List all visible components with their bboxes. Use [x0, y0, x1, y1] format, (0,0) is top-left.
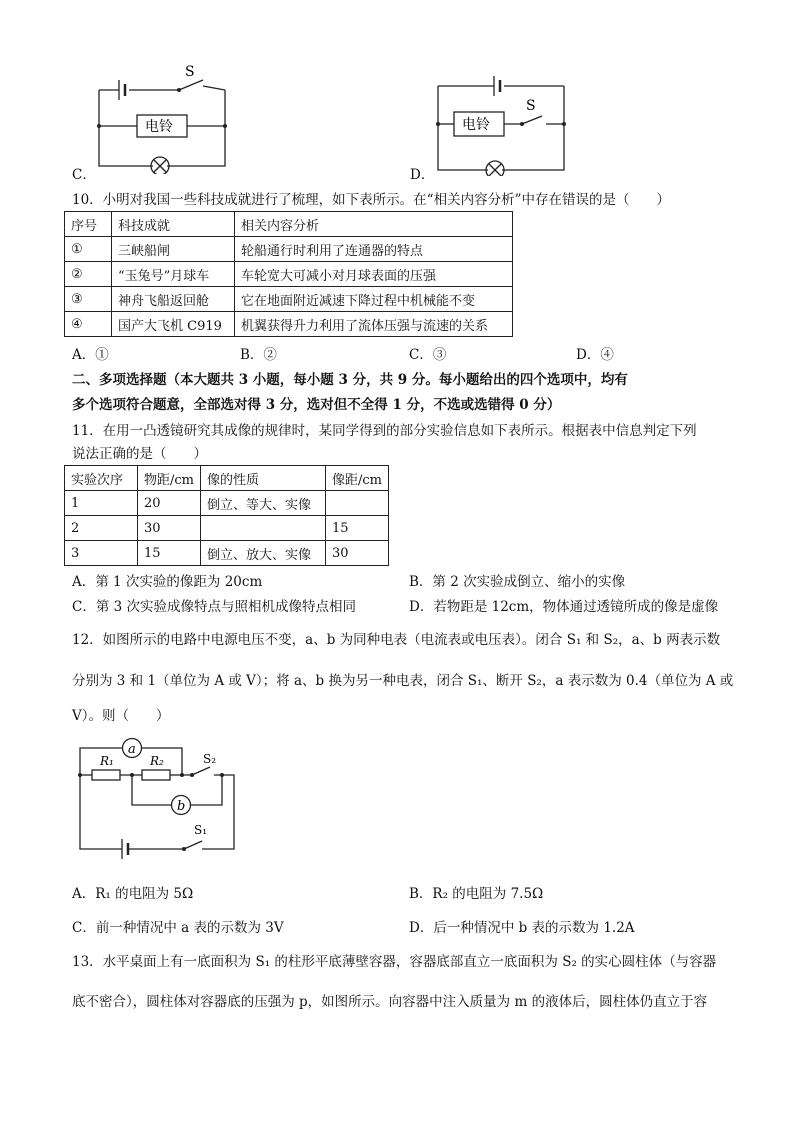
table-cell: 三峡船闸 [112, 237, 235, 262]
bell-label-c: 电铃 [145, 119, 173, 135]
q13-stem-line1: 13．水平桌面上有一底面积为 S₁ 的柱形平底薄壁容器，容器底部直立一底面积为 S₂ 的实心圆柱体（与容器 [72, 954, 717, 970]
table-cell: 倒立、等大、实像 [201, 491, 326, 516]
table-cell: 倒立、放大、实像 [201, 541, 326, 566]
table-row [65, 541, 389, 566]
table-header-cell: 实验次序 [65, 466, 138, 491]
table-cell: 15 [326, 516, 389, 541]
q11-option-b[interactable]: B．第 2 次实验成倒立、缩小的实像 [409, 574, 626, 590]
table-cell: 车轮宽大可减小对月球表面的压强 [235, 262, 513, 287]
table-cell: 国产大飞机 C919 [112, 312, 235, 337]
table-header-row [65, 212, 513, 237]
q12-option-d[interactable]: D．后一种情况中 b 表的示数为 1.2A [409, 920, 635, 936]
q12-option-b[interactable]: B．R₂ 的电阻为 7.5Ω [409, 886, 544, 902]
q10-option-c[interactable]: C．③ [409, 347, 447, 363]
table-cell: 机翼获得升力利用了流体压强与流速的关系 [235, 312, 513, 337]
switch-label-d: S [526, 98, 536, 114]
table-cell: 轮船通行时利用了连通器的特点 [235, 237, 513, 262]
table-cell: ③ [65, 287, 112, 312]
q12-stem-line3: V）。则（ ） [72, 708, 170, 724]
q11-option-c[interactable]: C．第 3 次实验成像特点与照相机成像特点相同 [72, 599, 357, 615]
table-cell: 它在地面附近减速下降过程中机械能不变 [235, 287, 513, 312]
table-cell: 15 [138, 541, 201, 566]
q11-stem-line2: 说法正确的是（ ） [72, 446, 207, 462]
table-header-cell: 像距/cm [326, 466, 389, 491]
table-row [65, 287, 513, 312]
option-d-label: D． [410, 167, 435, 183]
q13-stem-line2: 底不密合），圆柱体对容器底的压强为 p，如图所示。向容器中注入质量为 m 的液体后，圆柱体仍直立于容 [72, 994, 708, 1010]
table-cell: 20 [138, 491, 201, 516]
circuit-diagram-c [95, 62, 235, 174]
table-cell: ① [65, 237, 112, 262]
table-header-cell: 科技成就 [112, 212, 235, 237]
table-cell: 1 [65, 491, 138, 516]
q10-option-b[interactable]: B．② [240, 347, 277, 363]
q12-stem-line2: 分别为 3 和 1（单位为 A 或 V）；将 a、b 换为另一种电表，闭合 S₁、断开 S₂，a 表示数为 0.4（单位为 A 或 [72, 673, 734, 689]
table-cell [326, 491, 389, 516]
q11-option-d[interactable]: D．若物距是 12cm，物体通过透镜所成的像是虚像 [409, 599, 719, 615]
table-row [65, 516, 389, 541]
table-cell: 30 [326, 541, 389, 566]
q12-option-a[interactable]: A．R₁ 的电阻为 5Ω [72, 886, 194, 902]
table-row [65, 491, 389, 516]
table-cell: 30 [138, 516, 201, 541]
circuit-diagram-d [434, 72, 584, 176]
table-header-cell: 序号 [65, 212, 112, 237]
q10-stem: 10．小明对我国一些科技成就进行了梳理，如下表所示。在“相关内容分析”中存在错误的是（ ） [72, 192, 670, 208]
table-cell: 3 [65, 541, 138, 566]
table-header-cell: 像的性质 [201, 466, 326, 491]
section2-heading-line2: 多个选项符合题意，全部选对得 3 分，选对但不全得 1 分，不选或选错得 0 分） [72, 397, 561, 413]
q11-table [64, 465, 389, 566]
s1-label: S₁ [194, 823, 208, 837]
table-header-cell: 物距/cm [138, 466, 201, 491]
table-cell: “玉兔号”月球车 [112, 262, 235, 287]
table-header-cell: 相关内容分析 [235, 212, 513, 237]
table-cell: 2 [65, 516, 138, 541]
meter-b-label: b [177, 799, 186, 814]
q12-circuit-diagram [72, 735, 247, 860]
table-row [65, 262, 513, 287]
switch-label-c: S [185, 64, 195, 80]
q10-option-a[interactable]: A．① [72, 347, 109, 363]
q11-stem-line1: 11．在用一凸透镜研究其成像的规律时，某同学得到的部分实验信息如下表所示。根据表中信息判定下列 [72, 423, 697, 439]
table-cell [201, 516, 326, 541]
table-row [65, 237, 513, 262]
q12-option-c[interactable]: C．前一种情况中 a 表的示数为 3V [72, 920, 284, 936]
table-row [65, 312, 513, 337]
section2-heading-line1: 二、多项选择题（本大题共 3 小题，每小题 3 分，共 9 分。每小题给出的四个选项中，均有 [72, 372, 628, 388]
s2-label: S₂ [203, 752, 217, 766]
table-header-row [65, 466, 389, 491]
q11-option-a[interactable]: A．第 1 次实验的像距为 20cm [72, 574, 263, 590]
q10-option-d[interactable]: D．④ [576, 347, 614, 363]
meter-a-label: a [128, 742, 136, 757]
option-c-label: C． [72, 167, 96, 183]
table-cell: ② [65, 262, 112, 287]
q10-table [64, 211, 513, 337]
table-cell: 神舟飞船返回舱 [112, 287, 235, 312]
q12-stem-line1: 12．如图所示的电路中电源电压不变，a、b 为同种电表（电流表或电压表）。闭合 S₁ 和 S₂，a、b 两表示数 [72, 632, 721, 648]
r2-label: R₂ [150, 754, 164, 768]
table-cell: ④ [65, 312, 112, 337]
bell-label-d: 电铃 [462, 117, 490, 133]
r1-label: R₁ [100, 754, 114, 768]
